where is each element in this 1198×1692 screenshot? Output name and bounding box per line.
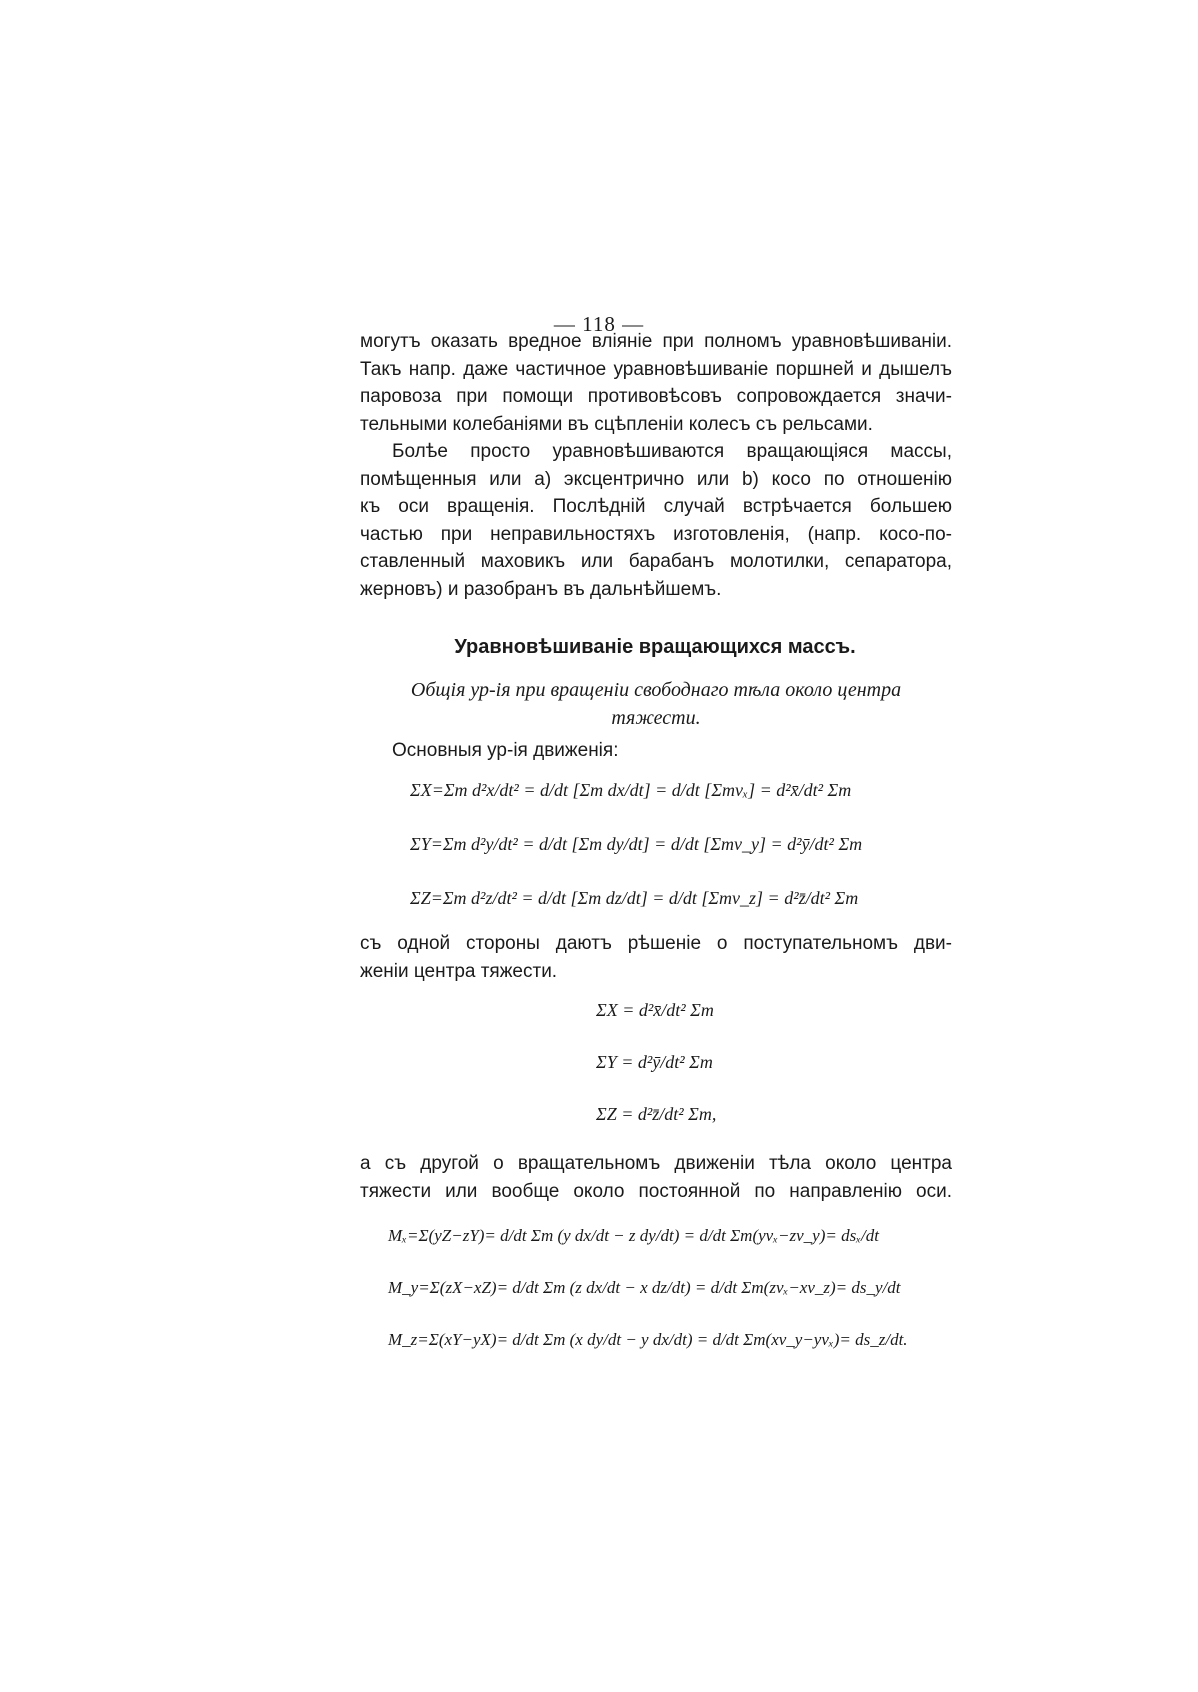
equation-moment-y: M_y=Σ(zX−xZ)= d/dt Σm (z dx/dt − x dz/dt) = d/dt Σm(zvₓ−xv_z)= ds_y/dt	[388, 1278, 901, 1297]
equation-sum-z: ΣZ=Σm d²z/dt² = d/dt [Σm dz/dt] = d/dt [Σmv_z] = d²z̄/dt² Σm	[410, 888, 859, 908]
subheading-line: тяжести.	[611, 707, 701, 729]
equation-moment-z: M_z=Σ(xY−yX)= d/dt Σm (x dy/dt − y dx/dt) = d/dt Σm(xv_y−yvₓ)= ds_z/dt.	[388, 1330, 908, 1349]
section-heading: Уравновѣшиваніе вращающихся массъ.	[454, 636, 856, 658]
equation-sum-x: ΣX=Σm d²x/dt² = d/dt [Σm dx/dt] = d/dt [Σmvₓ] = d²x̄/dt² Σm	[410, 780, 852, 800]
text-line: могутъ оказать вредное вліяніе при полномъ уравновѣшиваніи.	[360, 331, 952, 352]
paragraph-2	[360, 438, 952, 604]
intro-text: Основныя ур-ія движенія:	[392, 740, 619, 761]
paragraph-4	[360, 1150, 952, 1205]
text-line: помѣщенныя или a) эксцентрично или b) косо по отношенію	[360, 468, 952, 490]
text-line: съ одной стороны даютъ рѣшеніе о поступательномъ дви-	[360, 933, 952, 954]
text-line: ставленный маховикъ или барабанъ молотилки, сепаратора,	[360, 551, 952, 573]
section-subheading	[360, 676, 952, 732]
equation-moment-x: Mₓ=Σ(yZ−zY)= d/dt Σm (y dx/dt − z dy/dt) = d/dt Σm(yvₓ−zv_y)= dsₓ/dt	[388, 1226, 879, 1245]
text-line: частью при неправильностяхъ изготовленія, (напр. косо-по-	[360, 523, 952, 545]
equation-center-z: ΣZ = d²z̄/dt² Σm,	[596, 1104, 717, 1124]
text-line: а съ другой о вращательномъ движеніи тѣла около центра	[360, 1153, 952, 1174]
text-line: тельными колебаніями въ сцѣпленіи колесъ съ рельсами.	[360, 413, 873, 435]
text-line: женіи центра тяжести.	[360, 960, 558, 982]
page-number: — 118 —	[553, 312, 645, 336]
text-line: Такъ напр. даже частичное уравновѣшиваніе поршней и дышелъ	[360, 358, 952, 380]
text-line: жерновъ) и разобранъ въ дальнѣйшемъ.	[360, 578, 722, 600]
equation-center-x: ΣX = d²x̄/dt² Σm	[596, 1000, 714, 1020]
text-line: паровоза при помощи противовѣсовъ сопровождается значи-	[360, 386, 952, 408]
text-line: къ оси вращенія. Послѣдній случай встрѣчается большею	[360, 496, 952, 518]
subheading-line: Общія ур-ія при вращеніи свободнаго тѣла около центра	[410, 679, 902, 701]
paragraph-1	[360, 328, 952, 438]
equation-center-y: ΣY = d²ȳ/dt² Σm	[596, 1052, 713, 1072]
paragraph-3	[360, 930, 952, 985]
equation-sum-y: ΣY=Σm d²y/dt² = d/dt [Σm dy/dt] = d/dt [Σmv_y] = d²ȳ/dt² Σm	[410, 834, 863, 854]
text-line: Болѣе просто уравновѣшиваются вращающіяся массы,	[392, 441, 952, 462]
text-line: тяжести или вообще около постоянной по направленію оси.	[360, 1180, 952, 1202]
